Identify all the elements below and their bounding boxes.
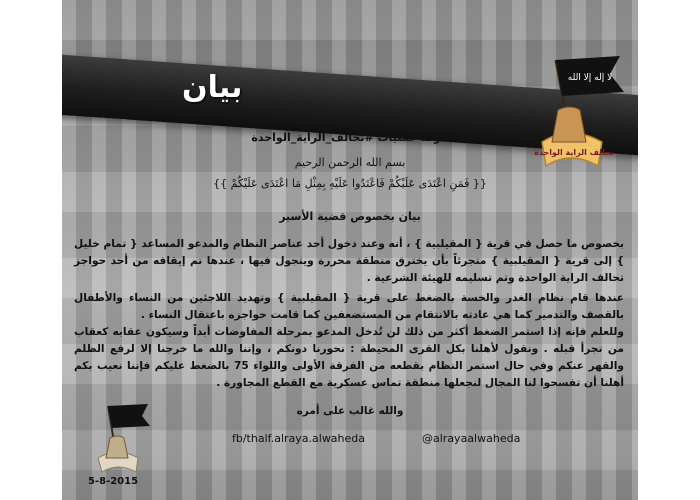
ops-room-heading: غرفة عمليات #تحالف_الراية_الواحدة <box>251 131 449 144</box>
quran-verse: {{ فَمَنِ اعْتَدَى عَلَيْكُمْ فَاعْتَدُوا عَلَيْهِ بِمِثْلِ مَا اعْتَدَى عَلَيْكُمْ }} <box>213 177 487 190</box>
paragraph-1: بخصوص ما حصل في قرية { المقيلبية } ، أنه وعند دخول أحد عناصر النظام والمدعو المساعد { تمام خليل } إلى قرية { المقيلبية } متجرئاً بأن يخترق منطقة محررة ويتجول فيها ، عندها تم إيقافه من أحد حواجز تحالف الراية الواحدة وتم تسليمه للهيئة الشرعية . <box>74 238 624 284</box>
facebook-link[interactable]: fb/thalf.alraya.alwaheda <box>232 432 366 445</box>
basmala: بسم الله الرحمن الرحيم <box>294 156 406 169</box>
closing-line: والله غالب على أمره <box>296 405 404 417</box>
alliance-logo-small <box>82 396 154 482</box>
svg-text:لا إله إلا الله: لا إله إلا الله <box>567 73 613 83</box>
logo-text: تحالف الراية الواحدة <box>534 148 614 157</box>
paragraph-3: وللعلم فإنه إذا استمر الضغط أكثر من ذلك لن تُدخل المدعو بمرحلة المفاوضات أبداً وسيكون عقابه كعقاب من تجرأ قبله . ونقول لأهلنا بكل القرى المحيطة : نحورنا دونكم ، وإننا والله ما خرجنا إلا لرفع الظلم والقهر عنكم وفي حال استمر النظام بقطعه من الفرقة الأولى واللواء 75 بالضغط عليكم فإننا نعيب بكم أهلنا أن تفسحوا لنا المجال لنجعلها منطقة تماس عسكرية مع القطع المجاورة . <box>74 326 624 389</box>
page-title: بيان <box>182 70 243 105</box>
paragraph-2: عندها قام نظام الغدر والخسة بالضغط على قرية { المقيلبية } وتهديد اللاجئين من النساء والأطفال بالقصف والتدمير كما هي عادته بالانتقام من المستضعفين كما قامت حواجزه باعتقال النساء . <box>74 292 624 321</box>
twitter-handle[interactable]: @alrayaalwaheda <box>422 432 521 445</box>
statement-document <box>62 0 638 500</box>
statement-date: 5-8-2015 <box>88 476 139 487</box>
statement-topic: بيان بخصوص قضية الأسير <box>279 210 421 223</box>
